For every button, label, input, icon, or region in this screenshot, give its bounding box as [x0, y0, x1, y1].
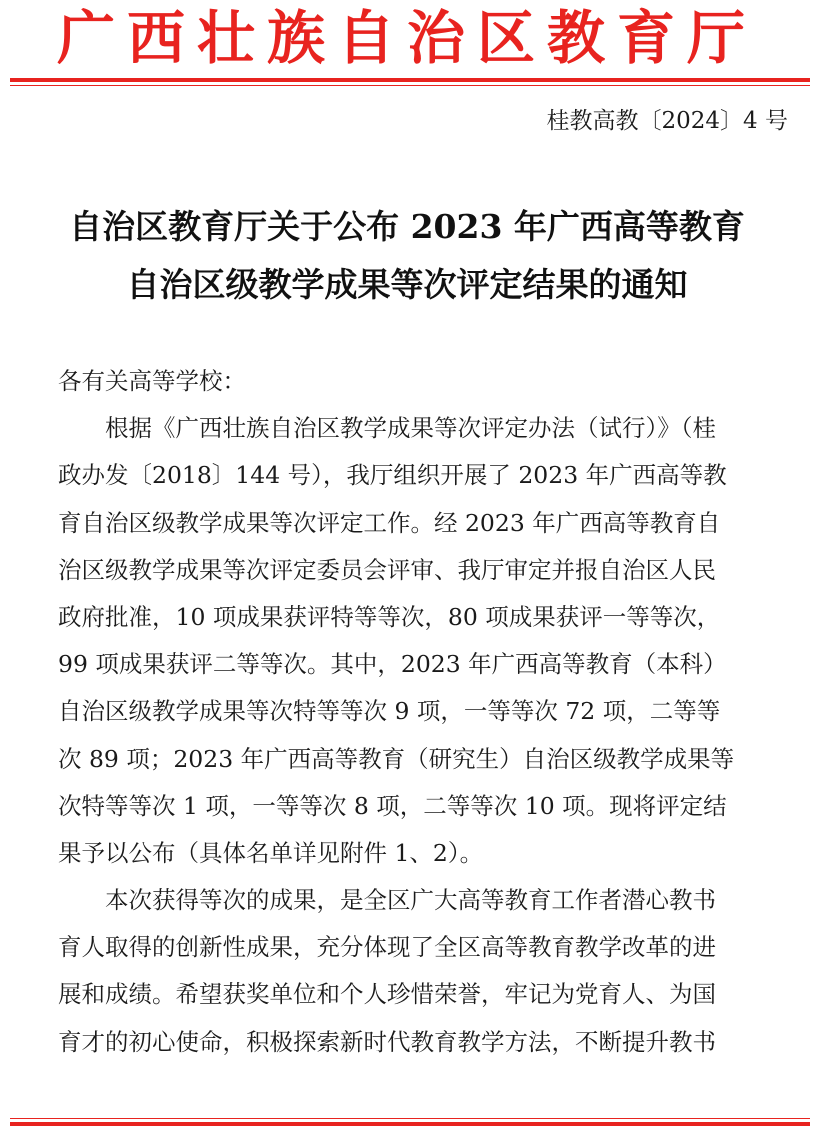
document-title	[0, 198, 814, 314]
header-rule-thin	[10, 85, 810, 86]
paragraph-line: 自治区级教学成果等次特等等次 9 项，一等等次 72 项，二等等	[58, 697, 721, 726]
paragraph-line: 次 89 项；2023 年广西高等教育（研究生）自治区级教学成果等	[58, 744, 735, 773]
header-rule-thick	[10, 78, 810, 82]
paragraph-line: 展和成绩。希望获奖单位和个人珍惜荣誉，牢记为党育人、为国	[58, 980, 716, 1009]
paragraph-line: 育自治区级教学成果等次评定工作。经 2023 年广西高等教育自	[58, 508, 721, 537]
paragraph-line: 果予以公布（具体名单详见附件 1、2）。	[58, 838, 484, 867]
footer-rule-thin	[10, 1118, 810, 1119]
paragraph-line: 根据《广西壮族自治区教学成果等次评定办法（试行）》（桂	[105, 414, 716, 443]
salutation: 各有关高等学校：	[58, 367, 246, 395]
title-line: 自治区级教学成果等次评定结果的通知	[126, 265, 688, 304]
paragraph-line: 育人取得的创新性成果，充分体现了全区高等教育教学改革的进	[58, 933, 716, 962]
paragraph-line: 政府批准，10 项成果获评特等等次，80 项成果获评一等等次，	[58, 602, 721, 631]
paragraph-line: 99 项成果获评二等等次。其中，2023 年广西高等教育（本科）	[58, 650, 727, 679]
issuing-agency-header: 广西壮族自治区教育厅	[56, 4, 757, 72]
footer-rule-thick	[10, 1122, 810, 1126]
document-number: 桂教高教〔2024〕4 号	[546, 108, 788, 134]
paragraph-line: 本次获得等次的成果，是全区广大高等教育工作者潜心教书	[105, 886, 716, 915]
paragraph-line: 育才的初心使命，积极探索新时代教育教学方法，不断提升教书	[58, 1027, 716, 1056]
paragraph-line: 次特等等次 1 项，一等等次 8 项，二等等次 10 项。现将评定结	[58, 791, 727, 820]
document-body	[58, 358, 794, 1066]
title-line: 自治区教育厅关于公布 2023 年广西高等教育	[69, 207, 745, 246]
paragraph-line: 治区级教学成果等次评定委员会评审、我厅审定并报自治区人民	[58, 555, 716, 584]
paragraph-line: 政办发〔2018〕144 号），我厅组织开展了 2023 年广西高等教	[58, 461, 727, 490]
